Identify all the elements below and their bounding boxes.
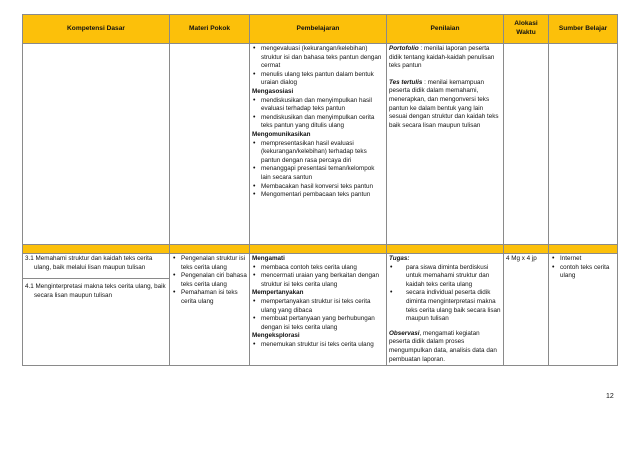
list-item: • Mengomentari pembacaan teks pantun — [261, 191, 384, 200]
separator-cell — [549, 245, 618, 254]
list-item: • menulis ulang teks pantun dalam bentuk uraian dialog — [261, 71, 384, 88]
header-alokasi-line2: Waktu — [516, 29, 536, 36]
list-item: • menanggapi presentasi teman/kelompok lain secara santun — [261, 165, 384, 182]
separator-cell — [250, 245, 387, 254]
list-item: • Pemahaman isi teks cerita ulang — [181, 289, 247, 306]
sumber-cell-empty — [549, 44, 618, 245]
pembelajaran-list-top — [252, 45, 384, 88]
materi-cell-empty — [170, 44, 250, 245]
header-penilaian: Penilaian — [387, 15, 504, 44]
header-materi-pokok: Materi Pokok — [170, 15, 250, 44]
kd-cell-empty — [23, 44, 170, 245]
list-item: • mendiskusikan dan menyimpulkan hasil evaluasi terhadap teks pantun — [261, 97, 384, 114]
separator-cell — [23, 245, 170, 254]
sumber-cell — [549, 254, 618, 366]
header-alokasi-waktu — [504, 15, 549, 44]
kd-item-3-1: 3.1 Memahami struktur dan kaidah teks cerita ulang, baik melalui lisan maupun tulisan — [25, 255, 153, 271]
tes-tertulis-block — [389, 79, 501, 131]
observasi-text: , mengamati kegiatan peserta didik dalam proses mengumpulkan data, analisis data dan pembuatan laporan. — [389, 329, 497, 363]
header-alokasi-line1: Alokasi — [514, 20, 538, 28]
list-item: • Pengenalan struktur isi teks cerita ulang — [181, 255, 247, 272]
section-title-mengasosiasi: Mengasosiasi — [252, 87, 294, 95]
page-number: 12 — [606, 393, 614, 400]
separator-cell — [387, 245, 504, 254]
syllabus-table — [22, 14, 618, 366]
penilaian-cell — [387, 44, 504, 245]
list-item: • para siswa diminta berdiskusi untuk memahami struktur dan kaidah teks cerita ulang — [398, 264, 501, 290]
separator-row — [23, 245, 618, 254]
header-sumber-belajar: Sumber Belajar — [549, 15, 618, 44]
amati-list — [252, 264, 384, 290]
list-item: • mendiskusikan dan menyimpulkan cerita teks pantun yang ditulis ulang — [261, 114, 384, 131]
list-item: • contoh teks cerita ulang — [560, 264, 615, 281]
list-item: • membuat pertanyaan yang berhubungan dengan isi teks cerita ulang — [261, 315, 384, 332]
list-item: • mempresentasikan hasil evaluasi (kekurangan/kelebihan) terhadap teks pantun dengan rasa percaya diri — [261, 140, 384, 166]
list-item: • Pengenalan ciri bahasa teks cerita ulang — [181, 272, 247, 289]
separator-cell — [504, 245, 549, 254]
list-item: • mempertanyakan struktur isi teks cerita ulang yang dibaca — [261, 298, 384, 315]
section-title-mempertanyakan: Mempertanyakan — [252, 289, 304, 297]
table-row — [23, 44, 618, 245]
list-item: • mengevaluasi (kekurangan/kelebihan) struktur isi dan bahasa teks pantun dengan cermat — [261, 45, 384, 71]
materi-cell — [170, 254, 250, 366]
tanya-list — [252, 298, 384, 332]
pembelajaran-cell — [250, 254, 387, 366]
sumber-list — [551, 255, 615, 281]
kd-item-4-1: 4.1 Menginterpretasi makna teks cerita ulang, baik secara lisan maupun tulisan — [25, 283, 166, 299]
observasi-label: Observasi — [389, 329, 420, 337]
alokasi-cell — [504, 254, 549, 366]
observasi-block — [389, 330, 501, 364]
header-pembelajaran: Pembelajaran — [250, 15, 387, 44]
portofolio-block — [389, 45, 501, 71]
separator-cell — [170, 245, 250, 254]
list-item: • Internet — [560, 255, 615, 264]
tugas-list — [389, 264, 501, 324]
list-item: • Membacakan hasil konversi teks pantun — [261, 183, 384, 192]
alokasi-cell-empty — [504, 44, 549, 245]
penilaian-cell — [387, 254, 504, 366]
header-row — [23, 15, 618, 44]
pembelajaran-cell — [250, 44, 387, 245]
list-item: • secara individual peserta didik diminta menginterpretasi makna teks cerita ulang baik secara lisan maupun tulisan — [398, 289, 501, 323]
list-item: • mencermati uraian yang berkaitan dengan struktur isi teks cerita ulang — [261, 272, 384, 289]
list-item: • menemukan struktur isi teks cerita ulang — [261, 341, 384, 350]
portofolio-text: : menilai laporan peserta didik tentang kaidah-kaidah penulisan teks pantun — [389, 45, 495, 70]
materi-list — [172, 255, 247, 307]
table-row — [23, 254, 618, 366]
section-title-mengamati: Mengamati — [252, 255, 285, 262]
tugas-label: Tugas: — [389, 255, 410, 262]
header-kompetensi-dasar: Kompetensi Dasar — [23, 15, 170, 44]
alokasi-value: 4 Mg x 4 jp — [506, 255, 537, 262]
section-title-mengomunikasikan: Mengomunikasikan — [252, 130, 311, 138]
kd-cell — [23, 254, 170, 366]
tes-tertulis-label: Tes tertulis — [389, 78, 423, 86]
tes-tertulis-text: : menilai kemampuan peserta didik dalam memahami, menerapkan, dan mengonversi teks pantun ke dalam bentuk yang lain sesuai dengan struktur dan kaidah teks baik secara lisan maupun tulisan — [389, 78, 499, 129]
eksplor-list — [252, 341, 384, 350]
section-title-mengeksplorasi: Mengeksplorasi — [252, 332, 300, 340]
komunikasi-list — [252, 140, 384, 200]
portofolio-label: Portofolio — [389, 45, 419, 52]
list-item: • membaca contoh teks cerita ulang — [261, 264, 384, 273]
kd-divider — [23, 278, 169, 279]
asosiasi-list — [252, 97, 384, 131]
